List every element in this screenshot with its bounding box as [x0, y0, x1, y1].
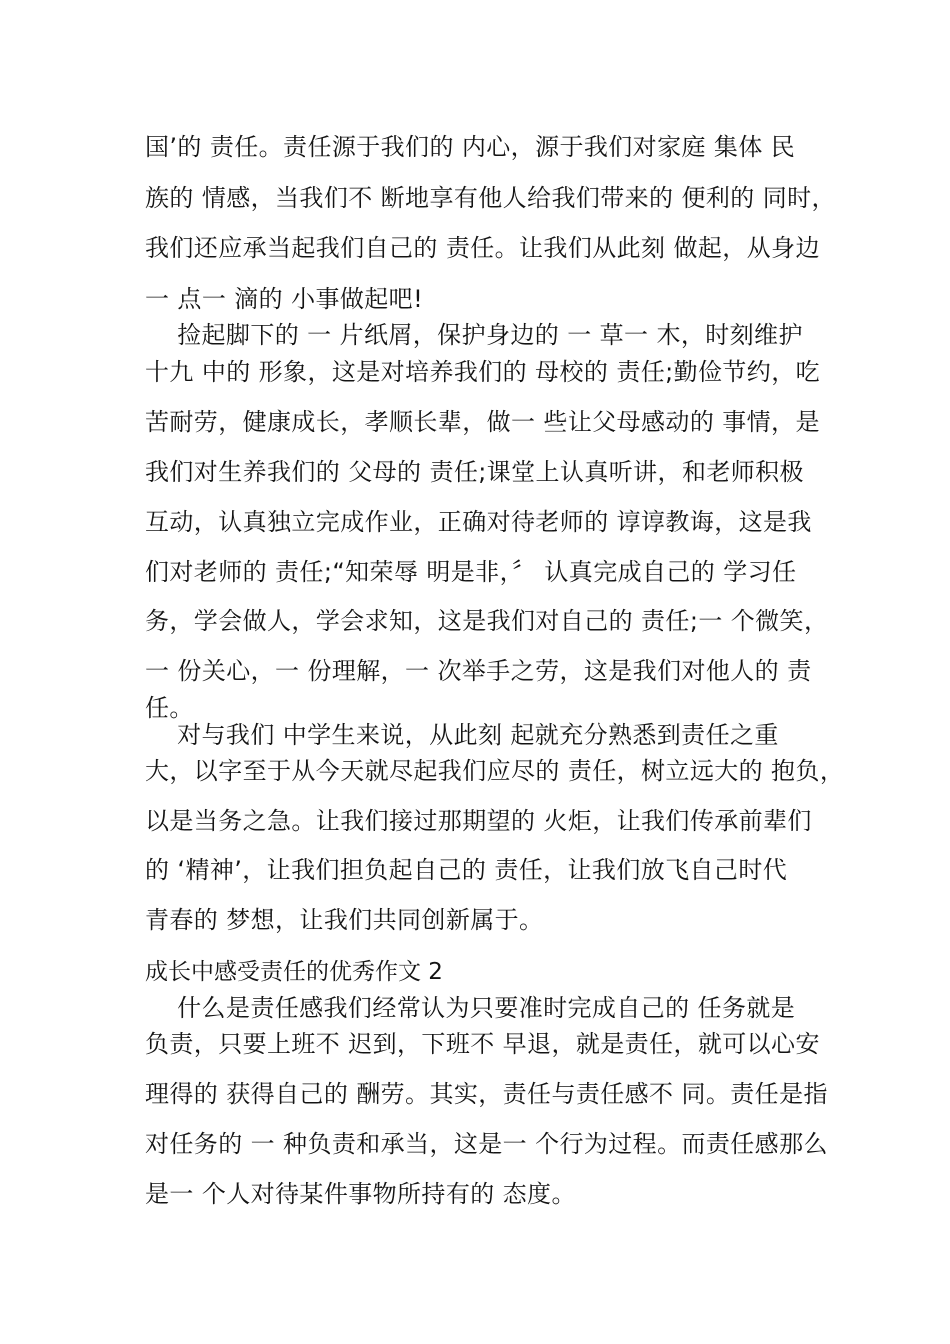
text-line: 我们还应承当起我们自己的 责任。让我们从此刻 做起，从身边: [145, 234, 820, 262]
text-line: 大，以字至于从今天就尽起我们应尽的 责任，树立远大的 抱负，: [145, 757, 845, 785]
text-line: 互动，认真独立完成作业，正确对待老师的 谆谆教诲，这是我: [145, 508, 812, 536]
text-line: 的 ‘精神’，让我们担负起自己的 责任，让我们放飞自己时代: [145, 856, 788, 884]
text-line: 任。: [145, 694, 194, 722]
text-line: 十九 中的 形象，这是对培养我们的 母校的 责任;勤俭节约，吃: [145, 358, 820, 386]
text-line: 一 点一 滴的 小事做起吧!: [145, 285, 424, 313]
text-line: 是一 个人对待某件事物所持有的 态度。: [145, 1180, 576, 1208]
text-line: 们对老师的 责任;“知荣辱 明是非，〞 认真完成自己的 学习任: [145, 558, 797, 586]
text-line: 务，学会做人，学会求知，这是我们对自己的 责任;一 个微笑，: [145, 607, 829, 635]
text-line: 青春的 梦想，让我们共同创新属于。: [145, 906, 544, 934]
text-line: 苦耐劳，健康成长，孝顺长辈，做一 些让父母感动的 事情，是: [145, 408, 820, 436]
text-line: 负责，只要上班不 迟到，下班不 早退，就是责任，就可以心安: [145, 1030, 820, 1058]
text-line: 族的 情感，当我们不 断地享有他人给我们带来的 便利的 同时，: [145, 184, 836, 212]
text-line: 一 份关心，一 份理解，一 次举手之劳，这是我们对他人的 责: [145, 657, 812, 685]
paragraph-first-line: 什么是责任感我们经常认为只要准时完成自己的 任务就是: [145, 994, 796, 1022]
text-line: 我们对生养我们的 父母的 责任;课堂上认真听讲，和老师积极: [145, 458, 804, 486]
text-line: 国’的 责任。责任源于我们的 内心，源于我们对家庭 集体 民: [145, 133, 796, 161]
text-line: 对任务的 一 种负责和承当，这是一 个行为过程。而责任感那么: [145, 1130, 828, 1158]
paragraph-first-line: 对与我们 中学生来说，从此刻 起就充分熟悉到责任之重: [145, 721, 779, 749]
section-heading: 成长中感受责任的优秀作文 2: [145, 959, 443, 985]
text-line: 以是当务之急。让我们接过那期望的 火炬，让我们传承前辈们: [145, 807, 812, 835]
paragraph-first-line: 捡起脚下的 一 片纸屑，保护身边的 一 草一 木，时刻维护: [145, 321, 803, 349]
text-line: 理得的 获得自己的 酬劳。其实，责任与责任感不 同。责任是指: [145, 1080, 828, 1108]
